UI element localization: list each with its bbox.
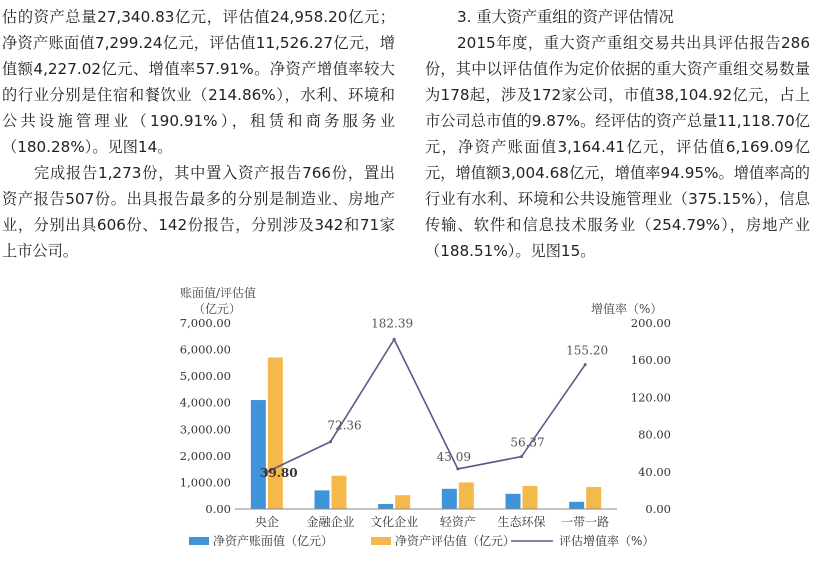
right-tick-label: 40.00 (638, 464, 671, 479)
legend-label-growth-rate: 评估增值率（%） (559, 534, 655, 548)
growth-rate-label: 39.80 (260, 465, 298, 480)
category-label: 生态环保 (497, 515, 546, 529)
legend-label-appraised-value: 净资产评估值（亿元） (395, 534, 516, 548)
right-tick-label: 0.00 (645, 502, 671, 516)
growth-rate-label: 155.20 (566, 343, 609, 358)
legend-swatch-appraised-value (371, 537, 391, 545)
left-tick-label: 0.00 (205, 502, 231, 516)
bar-appraised-value (459, 482, 474, 509)
left-axis-title: 账面值/评估值 (180, 286, 257, 300)
category-label: 轻资产 (439, 515, 476, 529)
section-heading: 3. 重大资产重组的资产评估情况 (457, 8, 674, 26)
bar-appraised-value (268, 358, 283, 509)
growth-rate-point (456, 467, 459, 470)
left-tick-label: 4,000.00 (179, 395, 231, 410)
growth-rate-label: 182.39 (371, 316, 414, 331)
bar-book-value (506, 494, 521, 509)
right-column (425, 4, 810, 264)
growth-rate-label: 43.09 (436, 449, 472, 464)
right-tick-label: 120.00 (630, 390, 671, 405)
right-axis-title: 增值率（%） (591, 302, 663, 316)
legend-label-book-value: 净资产账面值（亿元） (213, 534, 334, 548)
left-tick-label: 1,000.00 (179, 475, 231, 490)
growth-rate-point (393, 338, 396, 341)
growth-rate-point (520, 455, 523, 458)
left-paragraph-1: 估的资产总量27,340.83亿元，评估值24,958.20亿元；净资产账面值7,299.24亿元，评估值11,526.27亿元，增值额4,227.02亿元、增值率57.91%。净资产增值率较大的行业分别是住宿和餐饮业（214.86%），水利、环境和公共设施管理业（190.91%），租赁和商务服务业（180.28%）。见图14。 (2, 8, 395, 156)
growth-rate-line (267, 339, 585, 472)
left-axis-unit: （亿元） (193, 302, 242, 316)
legend-swatch-book-value (189, 537, 209, 545)
growth-rate-point (329, 440, 332, 443)
left-tick-label: 5,000.00 (179, 369, 231, 384)
bar-book-value (442, 489, 457, 509)
chart-container (175, 283, 672, 560)
growth-rate-point (584, 363, 587, 366)
right-paragraph-1: 2015年度，重大资产重组交易共出具评估报告286份，其中以评估值作为定价依据的重大资产重组交易数量为178起，涉及172家公司，市值38,104.92亿元，占上市公司总市值的9.87%。经评估的资产总量11,118.70亿元，净资产账面值3,164.41亿元，评估值6,169.09亿元，增值额3,004.68亿元，增值率94.95%。增值率高的行业有水利、环境和公共设施管理业（375.15%），信息传输、软件和信息技术服务业（254.79%），房地产业（188.51%）。见图15。 (425, 34, 810, 260)
bar-book-value (569, 502, 584, 509)
bar-book-value (251, 400, 266, 509)
bar-appraised-value (523, 486, 538, 509)
category-label: 央企 (254, 515, 279, 529)
bar-appraised-value (586, 487, 601, 509)
left-tick-label: 7,000.00 (179, 316, 231, 330)
bar-appraised-value (332, 476, 347, 509)
left-tick-label: 6,000.00 (179, 342, 231, 357)
left-tick-label: 3,000.00 (179, 422, 231, 437)
right-tick-label: 80.00 (638, 427, 671, 442)
growth-rate-label: 72.36 (327, 418, 362, 433)
growth-rate-label: 56.37 (510, 435, 545, 450)
bar-book-value (315, 490, 330, 509)
left-paragraph-2: 完成报告1,273份，其中置入资产报告766份，置出资产报告507份。出具报告最多的分别是制造业、房地产业，分别出具606份、142份报告，分别涉及342和71家上市公司。 (2, 164, 395, 260)
right-tick-label: 200.00 (630, 316, 671, 330)
combo-chart (175, 283, 672, 560)
bar-book-value (378, 504, 393, 509)
bar-appraised-value (395, 495, 410, 509)
right-tick-label: 160.00 (630, 353, 671, 368)
category-label: 一带一路 (561, 515, 610, 529)
left-tick-label: 2,000.00 (179, 448, 231, 463)
category-label: 文化企业 (370, 515, 419, 529)
left-column (2, 4, 395, 264)
category-label: 金融企业 (306, 515, 355, 529)
